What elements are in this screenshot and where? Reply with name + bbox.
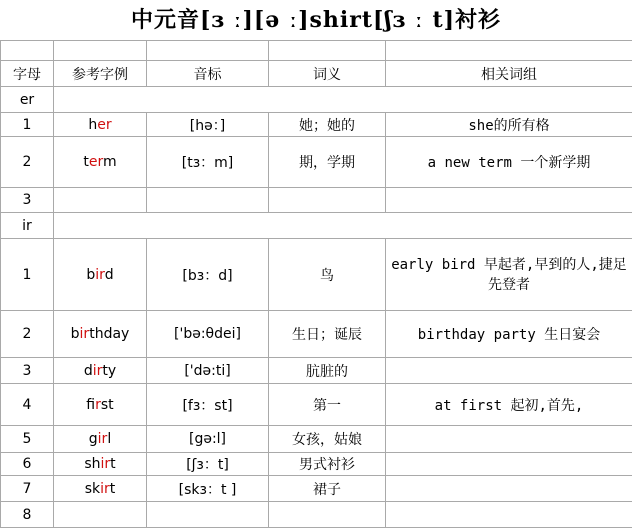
word-prefix: sh	[84, 456, 101, 472]
phonetic[interactable]: [fɜ：st]	[147, 384, 269, 426]
word-prefix: sk	[84, 480, 101, 497]
meaning[interactable]: 第一	[269, 384, 386, 426]
row-number[interactable]: 5	[1, 426, 54, 453]
row-number[interactable]: 2	[1, 137, 54, 188]
row-number[interactable]: 8	[1, 502, 54, 528]
header-phrase[interactable]: 相关词组	[386, 61, 632, 87]
word-highlight: ir	[79, 326, 90, 342]
phrase[interactable]: a new term 一个新学期	[386, 137, 632, 188]
word-suffix: m	[102, 154, 117, 170]
word-prefix: b	[86, 266, 96, 283]
word-highlight: ir	[97, 431, 108, 447]
word-prefix: g	[88, 431, 98, 447]
table-row	[1, 137, 632, 188]
word-suffix: st	[100, 396, 114, 413]
example-word[interactable]	[54, 137, 147, 188]
word-suffix: thday	[89, 326, 130, 342]
row-number[interactable]: 1	[1, 113, 54, 137]
section-span-cell[interactable]	[54, 87, 632, 113]
phonetic[interactable]: [hə：]	[147, 113, 269, 137]
word-suffix: ty	[102, 362, 117, 379]
meaning[interactable]: 女孩，姑娘	[269, 426, 386, 453]
word-suffix: t	[110, 456, 116, 472]
example-word[interactable]	[54, 188, 147, 213]
phrase[interactable]	[386, 502, 632, 528]
meaning[interactable]: 肮脏的	[269, 358, 386, 384]
example-word[interactable]	[54, 358, 147, 384]
phonetic[interactable]: [tɜ：m]	[147, 137, 269, 188]
section-letters[interactable]: er	[1, 87, 54, 113]
meaning[interactable]: 期，学期	[269, 137, 386, 188]
phrase[interactable]: at first 起初,首先,	[386, 384, 632, 426]
empty-cell[interactable]	[1, 41, 54, 61]
phonetic[interactable]	[147, 188, 269, 213]
section-row-er	[1, 87, 632, 113]
header-meaning[interactable]: 词义	[269, 61, 386, 87]
word-suffix: t	[109, 480, 116, 497]
table-row	[1, 502, 632, 528]
word-highlight: ir	[100, 480, 110, 497]
example-word[interactable]	[54, 384, 147, 426]
phrase[interactable]: she的所有格	[386, 113, 632, 137]
word-prefix: h	[88, 116, 98, 133]
row-number[interactable]: 3	[1, 188, 54, 213]
example-word[interactable]	[54, 502, 147, 528]
page-title: 中元音[ɜ ː][ə ː]shirt[ʃɜ ː t]衬衫	[130, 7, 502, 33]
example-word[interactable]	[54, 239, 147, 311]
phonetic[interactable]: [gə:l]	[147, 426, 269, 453]
word-prefix: f	[86, 396, 96, 413]
word-highlight: er	[88, 154, 103, 170]
example-word[interactable]	[54, 426, 147, 453]
example-word[interactable]	[54, 453, 147, 476]
spacer-row	[1, 41, 632, 61]
meaning[interactable]: 鸟	[269, 239, 386, 311]
table-row	[1, 358, 632, 384]
word-prefix: b	[70, 326, 80, 342]
section-row-ir	[1, 213, 632, 239]
phonetic[interactable]: [ʃɜ：t]	[147, 453, 269, 476]
word-suffix: d	[104, 266, 114, 283]
table-row	[1, 453, 632, 476]
table-row	[1, 426, 632, 453]
row-number[interactable]: 1	[1, 239, 54, 311]
header-example[interactable]: 参考字例	[54, 61, 147, 87]
header-phonetic[interactable]: 音标	[147, 61, 269, 87]
empty-cell[interactable]	[147, 41, 269, 61]
row-number[interactable]: 7	[1, 476, 54, 502]
section-span-cell[interactable]	[54, 213, 632, 239]
phrase[interactable]	[386, 358, 632, 384]
table-row	[1, 239, 632, 311]
word-highlight: ir	[100, 456, 111, 472]
row-number[interactable]: 6	[1, 453, 54, 476]
phonetic[interactable]	[147, 502, 269, 528]
word-prefix: d	[83, 362, 93, 379]
phrase[interactable]: birthday party 生日宴会	[386, 311, 632, 358]
table-row	[1, 311, 632, 358]
empty-cell[interactable]	[269, 41, 386, 61]
word-highlight: ir	[92, 362, 103, 379]
example-word[interactable]	[54, 311, 147, 358]
phonetic[interactable]: [skɜ：t ]	[147, 476, 269, 502]
meaning[interactable]: 男式衬衫	[269, 453, 386, 476]
word-highlight: ir	[95, 396, 101, 413]
row-number[interactable]: 3	[1, 358, 54, 384]
table-row	[1, 188, 632, 213]
row-number[interactable]: 4	[1, 384, 54, 426]
phonetic[interactable]: [bɜ：d]	[147, 239, 269, 311]
phonetic[interactable]: ['də:ti]	[147, 358, 269, 384]
empty-cell[interactable]	[54, 41, 147, 61]
empty-cell[interactable]	[386, 41, 632, 61]
word-highlight: er	[97, 116, 112, 133]
word-prefix: t	[83, 154, 89, 170]
meaning[interactable]: 生日；诞辰	[269, 311, 386, 358]
phrase[interactable]	[386, 188, 632, 213]
meaning[interactable]	[269, 502, 386, 528]
meaning[interactable]: 裙子	[269, 476, 386, 502]
table-row	[1, 476, 632, 502]
example-word[interactable]	[54, 476, 147, 502]
phonics-table	[0, 40, 632, 528]
header-row	[1, 61, 632, 87]
header-letter[interactable]: 字母	[1, 61, 54, 87]
section-letters[interactable]: ir	[1, 213, 54, 239]
meaning[interactable]	[269, 188, 386, 213]
word-suffix: l	[107, 431, 112, 447]
example-word[interactable]	[54, 113, 147, 137]
phrase[interactable]	[386, 476, 632, 502]
phrase[interactable]	[386, 426, 632, 453]
word-highlight: ir	[95, 266, 105, 283]
table-row	[1, 384, 632, 426]
table-row	[1, 113, 632, 137]
phrase[interactable]: early bird 早起者,早到的人,捷足先登者	[386, 239, 632, 311]
row-number[interactable]: 2	[1, 311, 54, 358]
phrase[interactable]	[386, 453, 632, 476]
phonetic[interactable]: ['bə:θdei]	[147, 311, 269, 358]
meaning[interactable]: 她；她的	[269, 113, 386, 137]
